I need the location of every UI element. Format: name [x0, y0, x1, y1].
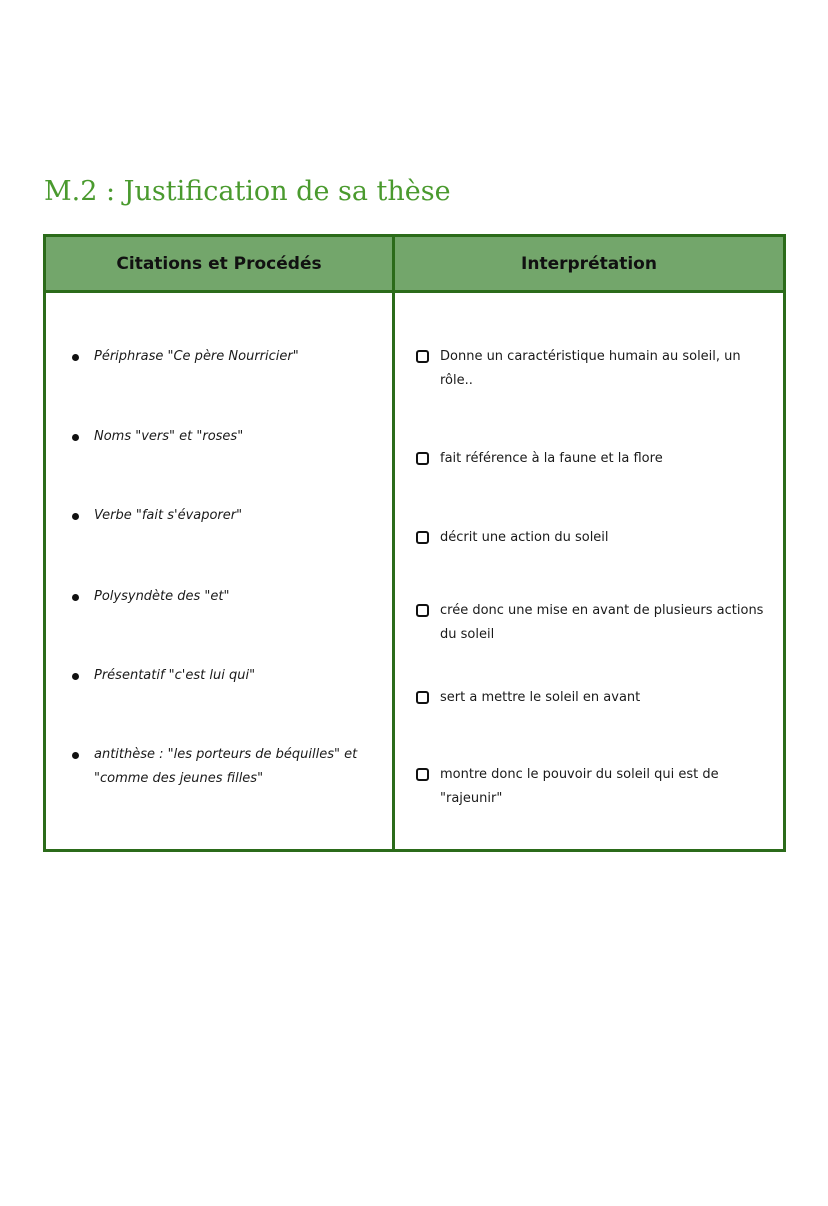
citation-item	[70, 345, 370, 369]
interpretation-item	[416, 599, 776, 647]
column-divider	[392, 237, 395, 849]
page-title: M.2 : Justification de sa thèse	[44, 176, 451, 207]
justification-table	[43, 234, 786, 852]
citation-text: Présentatif "c'est lui qui"	[94, 668, 256, 683]
citation-text: Périphrase "Ce père Nourricier"	[94, 349, 299, 364]
interpretation-item	[416, 447, 776, 471]
bullet-icon	[72, 513, 79, 520]
checkbox-icon[interactable]	[416, 350, 429, 363]
checkbox-icon[interactable]	[416, 604, 429, 617]
bullet-icon	[72, 752, 79, 759]
interpretation-item	[416, 686, 776, 710]
citation-item	[70, 504, 370, 528]
citation-item	[70, 585, 370, 609]
citation-text: Noms "vers" et "roses"	[94, 429, 244, 444]
interpretation-text: sert a mettre le soleil en avant	[440, 690, 641, 705]
checkbox-icon[interactable]	[416, 452, 429, 465]
citation-text: Polysyndète des "et"	[94, 589, 230, 604]
interpretation-item	[416, 763, 776, 811]
table-header-row	[46, 237, 783, 293]
header-interpretation: Interprétation	[521, 253, 657, 274]
interpretation-text: fait référence à la faune et la flore	[440, 451, 663, 466]
bullet-icon	[72, 673, 79, 680]
citation-item	[70, 664, 370, 688]
interpretation-text: montre donc le pouvoir du soleil qui est de "rajeunir"	[440, 767, 719, 806]
checkbox-icon[interactable]	[416, 691, 429, 704]
header-citations: Citations et Procédés	[116, 253, 322, 274]
interpretation-item	[416, 526, 776, 550]
interpretation-text: crée donc une mise en avant de plusieurs actions du soleil	[440, 603, 764, 642]
bullet-icon	[72, 354, 79, 361]
bullet-icon	[72, 594, 79, 601]
checkbox-icon[interactable]	[416, 768, 429, 781]
citation-text: antithèse : "les porteurs de béquilles" et "comme des jeunes filles"	[94, 747, 358, 786]
citation-item	[70, 743, 370, 791]
interpretation-text: Donne un caractéristique humain au soleil, un rôle..	[440, 349, 741, 388]
checkbox-icon[interactable]	[416, 531, 429, 544]
bullet-icon	[72, 434, 79, 441]
interpretation-item	[416, 345, 776, 393]
interpretation-text: décrit une action du soleil	[440, 530, 609, 545]
citation-item	[70, 425, 370, 449]
citation-text: Verbe "fait s'évaporer"	[94, 508, 243, 523]
